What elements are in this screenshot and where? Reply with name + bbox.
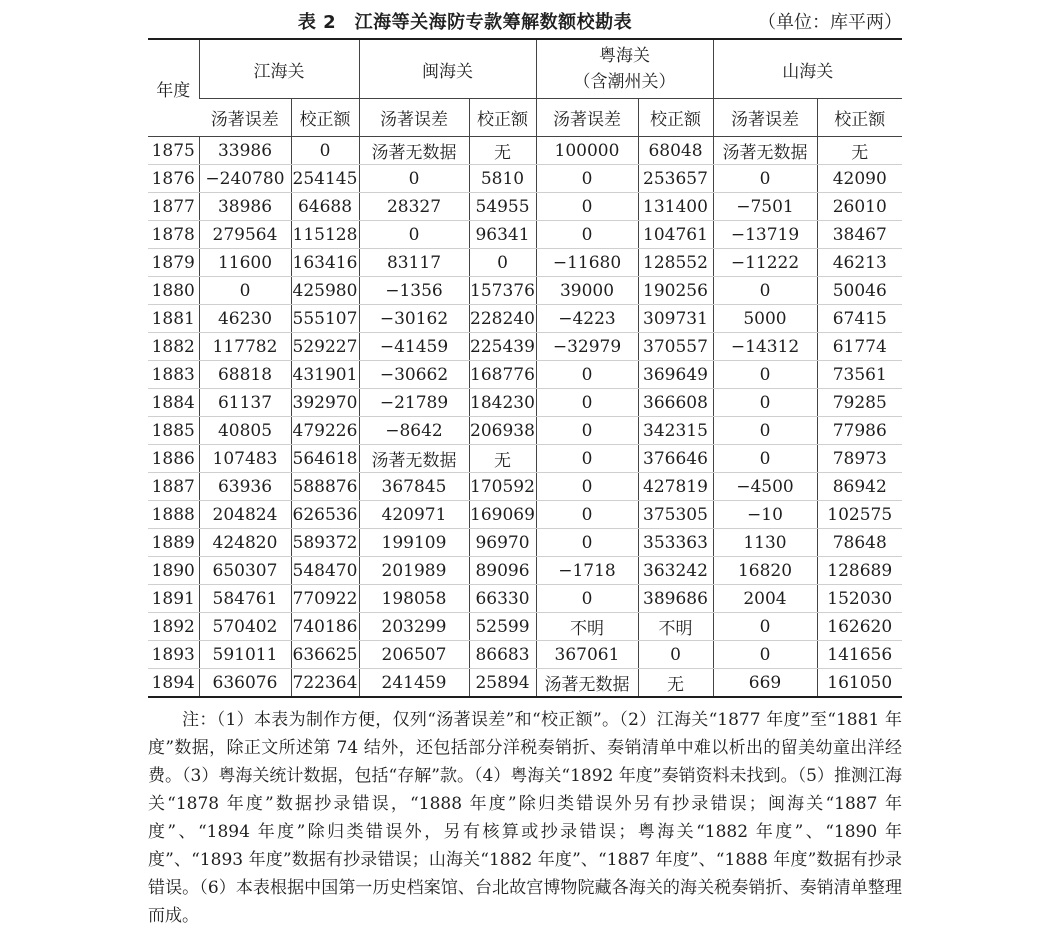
- value-cell: −1718: [536, 557, 638, 585]
- year-cell: 1891: [148, 585, 199, 613]
- value-cell: 0: [638, 641, 713, 669]
- value-cell: 83117: [359, 249, 469, 277]
- table-row: [148, 557, 902, 585]
- value-cell: 77986: [817, 417, 902, 445]
- value-cell: 42090: [817, 165, 902, 193]
- value-cell: 0: [359, 165, 469, 193]
- table-row: [148, 277, 902, 305]
- year-cell: 1884: [148, 389, 199, 417]
- header-port-jianghai: 江海关: [199, 39, 359, 99]
- value-cell: −4223: [536, 305, 638, 333]
- header-error: 汤著误差: [536, 99, 638, 137]
- table-row: [148, 641, 902, 669]
- value-cell: 141656: [817, 641, 902, 669]
- header-port-shanhai: 山海关: [713, 39, 902, 99]
- table-row: [148, 445, 902, 473]
- value-cell: 26010: [817, 193, 902, 221]
- value-cell: 427819: [638, 473, 713, 501]
- value-cell: 0: [713, 417, 817, 445]
- value-cell: 241459: [359, 669, 469, 698]
- value-cell: 157376: [469, 277, 536, 305]
- year-cell: 1888: [148, 501, 199, 529]
- value-cell: 389686: [638, 585, 713, 613]
- value-cell: 529227: [291, 333, 359, 361]
- value-cell: 89096: [469, 557, 536, 585]
- value-cell: 25894: [469, 669, 536, 698]
- value-cell: 669: [713, 669, 817, 698]
- header-corrected: 校正额: [291, 99, 359, 137]
- value-cell: 636625: [291, 641, 359, 669]
- value-cell: 40805: [199, 417, 291, 445]
- value-cell: 38986: [199, 193, 291, 221]
- year-cell: 1880: [148, 277, 199, 305]
- value-cell: 汤著无数据: [359, 137, 469, 165]
- value-cell: 190256: [638, 277, 713, 305]
- value-cell: −30162: [359, 305, 469, 333]
- table-row: [148, 305, 902, 333]
- year-cell: 1885: [148, 417, 199, 445]
- value-cell: 162620: [817, 613, 902, 641]
- value-cell: 无: [469, 445, 536, 473]
- table-row: [148, 165, 902, 193]
- value-cell: 46230: [199, 305, 291, 333]
- value-cell: 0: [536, 445, 638, 473]
- value-cell: 206507: [359, 641, 469, 669]
- value-cell: 104761: [638, 221, 713, 249]
- value-cell: 0: [536, 389, 638, 417]
- value-cell: −32979: [536, 333, 638, 361]
- value-cell: 46213: [817, 249, 902, 277]
- value-cell: 168776: [469, 361, 536, 389]
- value-cell: 0: [536, 165, 638, 193]
- value-cell: 0: [199, 277, 291, 305]
- table-row: [148, 137, 902, 165]
- header-row-ports: [148, 39, 902, 99]
- value-cell: 254145: [291, 165, 359, 193]
- value-cell: 0: [536, 417, 638, 445]
- value-cell: 79285: [817, 389, 902, 417]
- value-cell: 363242: [638, 557, 713, 585]
- value-cell: −11222: [713, 249, 817, 277]
- value-cell: 0: [713, 277, 817, 305]
- value-cell: 740186: [291, 613, 359, 641]
- value-cell: 汤著无数据: [713, 137, 817, 165]
- table-row: [148, 585, 902, 613]
- value-cell: 39000: [536, 277, 638, 305]
- value-cell: 431901: [291, 361, 359, 389]
- value-cell: 无: [469, 137, 536, 165]
- value-cell: 198058: [359, 585, 469, 613]
- value-cell: 570402: [199, 613, 291, 641]
- value-cell: 770922: [291, 585, 359, 613]
- value-cell: 0: [713, 389, 817, 417]
- value-cell: 591011: [199, 641, 291, 669]
- value-cell: 16820: [713, 557, 817, 585]
- value-cell: −8642: [359, 417, 469, 445]
- value-cell: 汤著无数据: [536, 669, 638, 698]
- year-cell: 1893: [148, 641, 199, 669]
- table-row: [148, 361, 902, 389]
- value-cell: 61774: [817, 333, 902, 361]
- value-cell: 0: [536, 193, 638, 221]
- value-cell: 169069: [469, 501, 536, 529]
- value-cell: 170592: [469, 473, 536, 501]
- value-cell: 163416: [291, 249, 359, 277]
- value-cell: 0: [536, 585, 638, 613]
- value-cell: 161050: [817, 669, 902, 698]
- value-cell: 367845: [359, 473, 469, 501]
- value-cell: 78973: [817, 445, 902, 473]
- year-cell: 1887: [148, 473, 199, 501]
- value-cell: 225439: [469, 333, 536, 361]
- year-cell: 1886: [148, 445, 199, 473]
- value-cell: 342315: [638, 417, 713, 445]
- value-cell: 253657: [638, 165, 713, 193]
- value-cell: −30662: [359, 361, 469, 389]
- value-cell: 279564: [199, 221, 291, 249]
- value-cell: 199109: [359, 529, 469, 557]
- year-cell: 1883: [148, 361, 199, 389]
- value-cell: 107483: [199, 445, 291, 473]
- value-cell: −13719: [713, 221, 817, 249]
- value-cell: 203299: [359, 613, 469, 641]
- value-cell: 汤著无数据: [359, 445, 469, 473]
- value-cell: 73561: [817, 361, 902, 389]
- value-cell: 626536: [291, 501, 359, 529]
- note-text: 注：（1）本表为制作方便，仅列“汤著误差”和“校正额”。（2）江海关“1877 年度”至“1881 年度”数据，除正文所述第 74 结外，还包括部分洋税奏销折、奏销清单中难以析出的留美幼童出洋经费。（3）粤海关统计数据，包括“存解”款。（4）粤海关“1892 年度”奏销资料未找到。（5）推测江海关“1878 年度”数据抄录错误，“1888 年度”除归类错误外另有抄录错误；闽海关“1887 年度”、“1894 年度”除归类错误外，另有核算或抄录错误；粤海关“1882 年度”、“1890 年度”、“1893 年度”数据有抄录错误；山海关“1882 年度”、“1887 年度”、“1888 年度”数据有抄录错误。（6）本表根据中国第一历史档案馆、台北故宫博物院藏各海关的海关税奏销折、奏销清单整理而成。: [148, 710, 902, 926]
- value-cell: −240780: [199, 165, 291, 193]
- table-note: [148, 706, 902, 930]
- value-cell: 722364: [291, 669, 359, 698]
- value-cell: 0: [713, 361, 817, 389]
- value-cell: 588876: [291, 473, 359, 501]
- value-cell: −10: [713, 501, 817, 529]
- value-cell: 78648: [817, 529, 902, 557]
- value-cell: 117782: [199, 333, 291, 361]
- year-cell: 1877: [148, 193, 199, 221]
- value-cell: −41459: [359, 333, 469, 361]
- value-cell: 0: [713, 445, 817, 473]
- value-cell: 184230: [469, 389, 536, 417]
- table-row: [148, 193, 902, 221]
- value-cell: 0: [536, 501, 638, 529]
- value-cell: 0: [536, 361, 638, 389]
- value-cell: 128552: [638, 249, 713, 277]
- value-cell: 86683: [469, 641, 536, 669]
- value-cell: 115128: [291, 221, 359, 249]
- value-cell: 228240: [469, 305, 536, 333]
- year-cell: 1876: [148, 165, 199, 193]
- value-cell: 11600: [199, 249, 291, 277]
- value-cell: 0: [713, 641, 817, 669]
- year-cell: 1892: [148, 613, 199, 641]
- value-cell: 0: [536, 473, 638, 501]
- value-cell: −7501: [713, 193, 817, 221]
- value-cell: 50046: [817, 277, 902, 305]
- value-cell: 61137: [199, 389, 291, 417]
- value-cell: 不明: [638, 613, 713, 641]
- value-cell: 1130: [713, 529, 817, 557]
- data-table: [148, 38, 902, 698]
- table-title: 表 2 江海等关海防专款筹解数额校勘表: [297, 12, 633, 33]
- value-cell: 无: [638, 669, 713, 698]
- value-cell: 100000: [536, 137, 638, 165]
- value-cell: 584761: [199, 585, 291, 613]
- year-cell: 1894: [148, 669, 199, 698]
- value-cell: 0: [469, 249, 536, 277]
- value-cell: 64688: [291, 193, 359, 221]
- value-cell: 96341: [469, 221, 536, 249]
- value-cell: 不明: [536, 613, 638, 641]
- value-cell: 650307: [199, 557, 291, 585]
- value-cell: 152030: [817, 585, 902, 613]
- year-cell: 1878: [148, 221, 199, 249]
- value-cell: 66330: [469, 585, 536, 613]
- value-cell: 38467: [817, 221, 902, 249]
- value-cell: 636076: [199, 669, 291, 698]
- header-year: 年度: [148, 39, 199, 137]
- value-cell: 309731: [638, 305, 713, 333]
- table-row: [148, 613, 902, 641]
- value-cell: 424820: [199, 529, 291, 557]
- year-cell: 1881: [148, 305, 199, 333]
- value-cell: 68818: [199, 361, 291, 389]
- header-port-yuehai: 粤海关 （含潮州关）: [536, 39, 713, 99]
- value-cell: 33986: [199, 137, 291, 165]
- value-cell: 206938: [469, 417, 536, 445]
- value-cell: 68048: [638, 137, 713, 165]
- value-cell: 0: [536, 529, 638, 557]
- value-cell: 2004: [713, 585, 817, 613]
- table-row: [148, 249, 902, 277]
- value-cell: 420971: [359, 501, 469, 529]
- value-cell: 375305: [638, 501, 713, 529]
- value-cell: 564618: [291, 445, 359, 473]
- value-cell: 63936: [199, 473, 291, 501]
- table-row: [148, 501, 902, 529]
- table-row: [148, 389, 902, 417]
- table-row: [148, 417, 902, 445]
- value-cell: −4500: [713, 473, 817, 501]
- value-cell: 366608: [638, 389, 713, 417]
- table-row: [148, 221, 902, 249]
- value-cell: 367061: [536, 641, 638, 669]
- table-row: [148, 333, 902, 361]
- value-cell: 201989: [359, 557, 469, 585]
- value-cell: 353363: [638, 529, 713, 557]
- value-cell: 102575: [817, 501, 902, 529]
- value-cell: 54955: [469, 193, 536, 221]
- value-cell: −21789: [359, 389, 469, 417]
- table-body: [148, 137, 902, 698]
- year-cell: 1875: [148, 137, 199, 165]
- table-unit: （单位：库平两）: [758, 12, 902, 33]
- value-cell: 67415: [817, 305, 902, 333]
- value-cell: −14312: [713, 333, 817, 361]
- value-cell: 392970: [291, 389, 359, 417]
- value-cell: 0: [713, 613, 817, 641]
- header-error: 汤著误差: [199, 99, 291, 137]
- header-corrected: 校正额: [638, 99, 713, 137]
- value-cell: 5810: [469, 165, 536, 193]
- table-row: [148, 669, 902, 698]
- year-cell: 1879: [148, 249, 199, 277]
- value-cell: 0: [536, 221, 638, 249]
- value-cell: −1356: [359, 277, 469, 305]
- table-row: [148, 529, 902, 557]
- value-cell: 28327: [359, 193, 469, 221]
- value-cell: 52599: [469, 613, 536, 641]
- table-caption: [148, 10, 902, 36]
- value-cell: 204824: [199, 501, 291, 529]
- value-cell: 无: [817, 137, 902, 165]
- value-cell: 555107: [291, 305, 359, 333]
- header-row-sub: [148, 99, 902, 137]
- value-cell: 86942: [817, 473, 902, 501]
- value-cell: −11680: [536, 249, 638, 277]
- header-corrected: 校正额: [817, 99, 902, 137]
- value-cell: 479226: [291, 417, 359, 445]
- year-cell: 1889: [148, 529, 199, 557]
- value-cell: 370557: [638, 333, 713, 361]
- value-cell: 0: [359, 221, 469, 249]
- value-cell: 96970: [469, 529, 536, 557]
- value-cell: 128689: [817, 557, 902, 585]
- header-error: 汤著误差: [713, 99, 817, 137]
- value-cell: 548470: [291, 557, 359, 585]
- value-cell: 425980: [291, 277, 359, 305]
- table-row: [148, 473, 902, 501]
- value-cell: 5000: [713, 305, 817, 333]
- header-corrected: 校正额: [469, 99, 536, 137]
- value-cell: 369649: [638, 361, 713, 389]
- value-cell: 0: [291, 137, 359, 165]
- value-cell: 376646: [638, 445, 713, 473]
- year-cell: 1890: [148, 557, 199, 585]
- year-cell: 1882: [148, 333, 199, 361]
- header-port-minhai: 闽海关: [359, 39, 536, 99]
- header-error: 汤著误差: [359, 99, 469, 137]
- value-cell: 589372: [291, 529, 359, 557]
- value-cell: 131400: [638, 193, 713, 221]
- value-cell: 0: [713, 165, 817, 193]
